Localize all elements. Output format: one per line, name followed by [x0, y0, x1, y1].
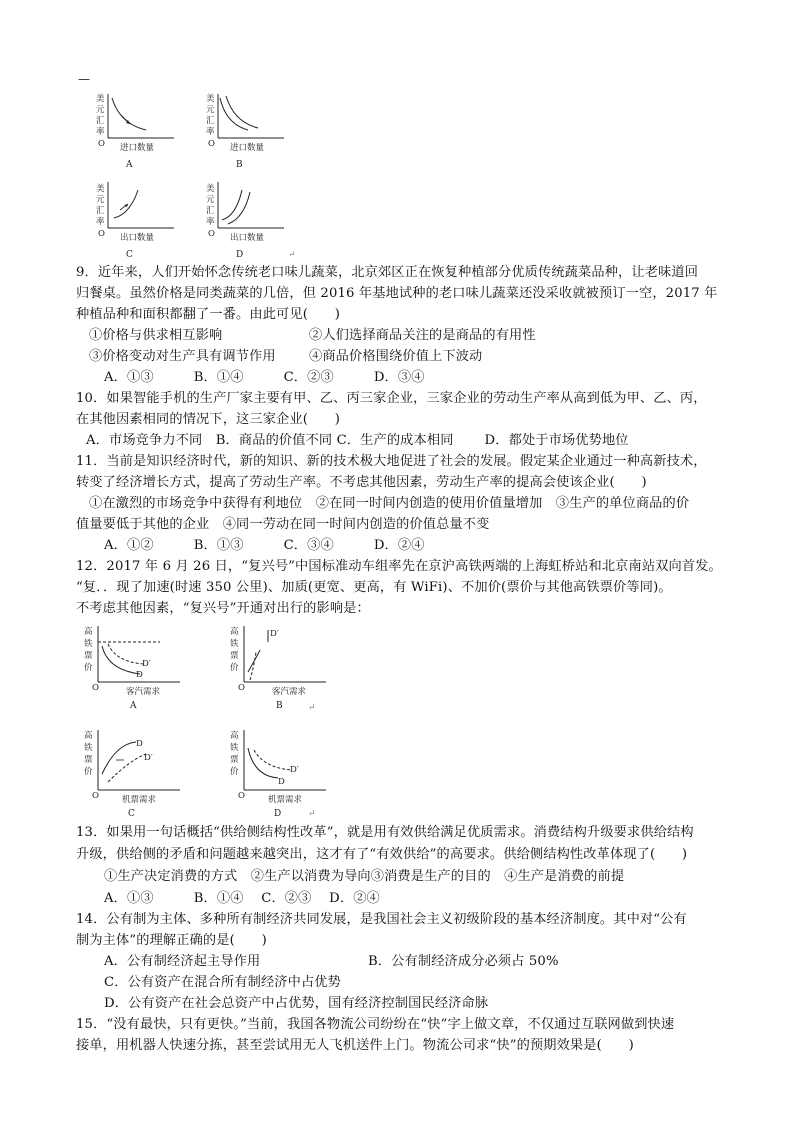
ylabel-char: 汇	[96, 206, 105, 216]
xlabel: 客汽需求	[126, 687, 161, 697]
q15-line-1: 15．“没有最快，只有更快。”当前，我国各物流公司纷纷在“快”字上做文章，不仅通过互联网做到快速	[76, 1017, 675, 1032]
ylabel-char: 价	[230, 663, 239, 673]
return-mark: ↵	[308, 809, 316, 819]
ylabel-char: 高	[84, 627, 93, 637]
q10-choices: A．市场竞争力不同 B．商品的价值不同 C．生产的成本相同 D．都处于市场优势地位	[86, 433, 629, 448]
curve-label-d-prime: D′	[144, 753, 153, 763]
q12-line-2: “复．．现了加速(时速 350 公里)、加质(更宽、更高，有 WiFi)、不加价(票价与其他高铁票价等同)。	[76, 580, 672, 595]
ylabel-char: 美	[206, 184, 215, 194]
q9-option-4: ④商品价格围绕价值上下波动	[309, 349, 483, 364]
caption: A	[126, 160, 133, 170]
origin-label: O	[208, 229, 215, 239]
return-mark: ↵	[308, 703, 316, 713]
caption: D	[236, 250, 244, 260]
q10-line-1: 10．如果智能手机的生产厂家主要有甲、乙、丙三家企业，三家企业的劳动生产率从高到低为甲、乙、丙，	[76, 391, 707, 406]
curve-d-prime	[254, 750, 292, 770]
q15-line-2: 接单，用机器人快速分拣，甚至尝试用无人飞机送件上门。物流公司求“快”的预期效果是( )	[76, 1038, 634, 1053]
q9-line-3: 种植品种和面积都翻了一番。由此可见( )	[76, 307, 341, 322]
q9-line-2: 归餐桌。虽然价格是同类蔬菜的几倍，但 2016 年基地试种的老口味儿蔬菜还没采收就被预订一空，2017 年	[76, 286, 718, 301]
q14-line-1: 14．公有制为主体、多种所有制经济共同发展，是我国社会主义初级阶段的基本经济制度。其中对“公有	[76, 912, 687, 927]
caption: B	[236, 160, 243, 170]
q8-graph-a	[86, 88, 196, 170]
ylabel-char: 铁	[230, 743, 239, 753]
q8-graph-c	[86, 178, 196, 260]
curve	[114, 190, 138, 218]
q9-option-2: ②人们选择商品关注的是商品的有用性	[309, 328, 536, 343]
ylabel-char: 率	[206, 217, 215, 227]
q8-graph-d	[196, 178, 306, 260]
ylabel-char: 元	[206, 195, 215, 205]
ylabel-char: 汇	[96, 116, 105, 126]
q12-graph-b	[226, 622, 366, 714]
curve-d-prime	[108, 754, 146, 782]
q11-line-4: 值量要低于其他的企业 ④同一劳动在同一时间内创造的价值总量不变	[76, 517, 490, 532]
caption: B	[276, 701, 283, 711]
ylabel-char: 率	[96, 217, 105, 227]
caption: C	[126, 250, 133, 260]
top-dash-mark: —	[78, 72, 90, 86]
ylabel-char: 票	[230, 755, 239, 765]
origin-label: O	[238, 791, 245, 801]
ylabel-char: 汇	[206, 206, 215, 216]
q14-option-c: C．公有资产在混合所有制经济中占优势	[104, 975, 341, 990]
ylabel-char: 高	[84, 731, 93, 741]
curve-d	[248, 748, 278, 778]
q12-line-1: 12．2017 年 6 月 26 日，“复兴号”中国标准动车组率先在京沪高铁两端的上海虹桥站和北京南站双向首发。	[76, 559, 722, 574]
curve-d	[102, 646, 140, 674]
y-axis-label	[96, 93, 105, 137]
q14-option-b: B．公有制经济成分必须占 50%	[368, 954, 559, 969]
ylabel-char: 铁	[84, 639, 93, 649]
q12-graph-c	[80, 726, 220, 818]
curve-label-d: D	[136, 670, 143, 680]
ylabel-char: 美	[96, 184, 105, 194]
return-mark: ↵	[288, 250, 296, 260]
curve	[226, 96, 258, 128]
xlabel: 进口数量	[120, 143, 155, 153]
curve-label-d: D	[136, 739, 143, 749]
q9-option-3: ③价格变动对生产具有调节作用	[89, 349, 276, 364]
q11-choices: A．①② B．①③ C．③④ D．②④	[104, 538, 425, 553]
curve	[228, 192, 250, 224]
ylabel-char: 汇	[206, 116, 215, 126]
q14-option-d: D．公有资产在社会总资产中占优势，国有经济控制国民经济命脉	[104, 996, 489, 1011]
ylabel-char: 率	[206, 127, 215, 137]
xlabel: 机票需求	[268, 795, 303, 805]
q13-choices: A．①③ B．①④ C．②③ D．②④	[104, 891, 380, 906]
ylabel-char: 价	[84, 663, 93, 673]
curve-label-d-prime: D′	[290, 765, 299, 775]
ylabel-char: 元	[96, 195, 105, 205]
q12-line-3: 不考虑其他因素，“复兴号”开通对出行的影响是：	[76, 601, 370, 616]
ylabel-char: 票	[84, 651, 93, 661]
ylabel-char: 价	[230, 767, 239, 777]
origin-label: O	[208, 139, 215, 149]
q8-graph-b	[196, 88, 306, 170]
origin-label: O	[98, 229, 105, 239]
ylabel-char: 票	[230, 651, 239, 661]
caption: A	[130, 701, 137, 711]
curve-label-d-prime: D′	[270, 629, 279, 639]
curve	[220, 98, 248, 130]
origin-label: O	[92, 791, 99, 801]
ylabel-char: 美	[96, 94, 105, 104]
q10-line-2: 在其他因素相同的情况下，这三家企业( )	[76, 412, 341, 427]
q13-line-2: 升级，供给侧的矛盾和问题越来越突出，这才有了“有效供给”的高要求。供给侧结构性改革体现了( )	[76, 847, 688, 862]
q14-option-a: A．公有制经济起主导作用	[104, 954, 261, 969]
caption: C	[128, 809, 135, 819]
xlabel: 客汽需求	[272, 687, 307, 697]
q11-line-3: ①在激烈的市场竞争中获得有利地位 ②在同一时间内创造的使用价值量增加 ③生产的单位商品的价	[89, 496, 690, 511]
q9-option-1: ①价格与供求相互影响	[89, 328, 223, 343]
ylabel-char: 率	[96, 127, 105, 137]
q11-line-2: 转变了经济增长方式，提高了劳动生产率。不考虑其他因素，劳动生产率的提高会使该企业( )	[76, 475, 647, 490]
q9-choices: A．①③ B．①④ C．②③ D．③④	[104, 370, 425, 385]
q11-line-1: 11．当前是知识经济时代，新的知识、新的技术极大地促进了社会的发展。假定某企业通过一种高新技术，	[76, 454, 707, 469]
curve-d	[102, 742, 136, 774]
origin-label: O	[238, 683, 245, 693]
ylabel-char: 铁	[230, 639, 239, 649]
curve-label-d: D	[278, 777, 285, 787]
xlabel: 出口数量	[120, 233, 155, 243]
origin-label: O	[92, 683, 99, 693]
curve	[112, 98, 146, 130]
origin-label: O	[98, 139, 105, 149]
ylabel-char: 票	[84, 755, 93, 765]
ylabel-char: 高	[230, 627, 239, 637]
ylabel-char: 高	[230, 731, 239, 741]
caption: D	[274, 809, 282, 819]
ylabel-char: 价	[84, 767, 93, 777]
curve-d	[248, 650, 260, 672]
ylabel-char: 铁	[84, 743, 93, 753]
xlabel: 出口数量	[230, 233, 265, 243]
q12-graph-d	[226, 726, 366, 818]
curve-label-d-prime: D′	[142, 659, 151, 669]
ylabel-char: 元	[96, 105, 105, 115]
xlabel: 进口数量	[230, 143, 265, 153]
q13-options: ①生产决定消费的方式 ②生产以消费为导向③消费是生产的目的 ④生产是消费的前提	[104, 869, 625, 884]
q13-line-1: 13．如果用一句话概括“供给侧结构性改革”，就是用有效供给满足优质需求。消费结构升级要求供给结构	[76, 825, 694, 840]
q14-line-2: 制为主体”的理解正确的是( )	[76, 933, 267, 948]
q9-line-1: 9．近年来，人们开始怀念传统老口味儿蔬菜，北京郊区正在恢复种植部分优质传统蔬菜品种，让老味道回	[76, 265, 699, 280]
ylabel-char: 美	[206, 94, 215, 104]
q12-graph-a	[80, 622, 220, 712]
curve-d-prime	[108, 644, 144, 664]
ylabel-char: 元	[206, 105, 215, 115]
xlabel: 机票需求	[122, 795, 157, 805]
